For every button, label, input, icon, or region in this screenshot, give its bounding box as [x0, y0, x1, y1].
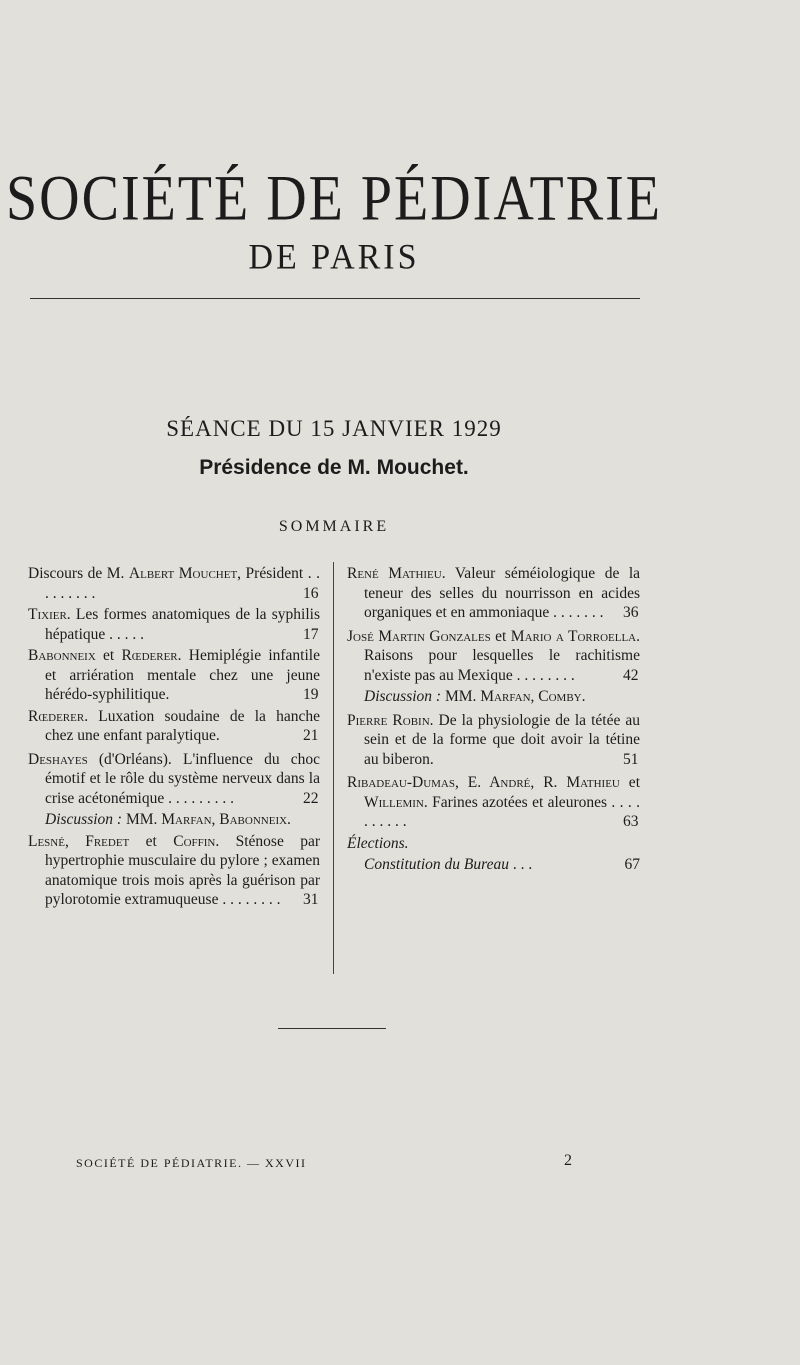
toc-entry: René Mathieu. Valeur séméiologique de la teneur des selles du nourrisson en acides organiques et en ammoniaque . . . . . . . 36	[347, 565, 641, 621]
sommaire-left-column	[28, 564, 320, 912]
toc-entry: Rœderer. Luxation soudaine de la hanche chez une enfant paralytique. 21	[28, 707, 320, 744]
sommaire-right-column	[347, 564, 640, 877]
seance-date: SÉANCE DU 15 JANVIER 1929	[166, 416, 502, 441]
toc-entry: Pierre Robin. De la physiologie de la tétée au sein et de la forme que doit avoir la tétine au biberon. 51	[347, 711, 640, 768]
page-number: 67	[624, 856, 640, 873]
running-footer: SOCIÉTÉ DE PÉDIATRIE. — XXVII	[76, 1156, 307, 1170]
toc-entry: Discours de M. Albert Mouchet, Président . . . . . . . . . 16	[28, 565, 321, 602]
journal-subtitle: DE PARIS	[248, 238, 420, 277]
top-rule	[30, 298, 640, 299]
toc-entry: Babonneix et Rœderer. Hemiplégie infantile et arriération mentale chez une jeune hérédo-syphilitique. 19	[28, 647, 320, 703]
toc-entry: Tixier. Les formes anatomiques de la syphilis hépatique . . . . . 17	[28, 606, 320, 643]
sommaire-heading: SOMMAIRE	[278, 518, 390, 535]
toc-entry: Deshayes (d'Orléans). L'influence du choc émotif et le rôle du système nerveux dans la crise acétonémique . . . . . . . . . 22	[28, 750, 320, 807]
discussion-note: Discussion : MM. Marfan, Babonneix.	[45, 811, 291, 828]
toc-entry: Ribadeau-Dumas, E. André, R. Mathieu et Willemin. Farines azotées et aleurones . . . . . . . . . . 63	[347, 774, 640, 830]
bureau-entry: Constitution du Bureau . . . 67	[364, 856, 640, 873]
column-divider	[333, 562, 334, 974]
elections-heading: Élections.	[347, 834, 409, 852]
toc-entry: Lesné, Fredet et Coffin. Sténose par hypertrophie musculaire du pylore ; examen anatomique trois mois après la guérison par pylorotomie extramuqueuse . . . . . . . . 31	[28, 832, 320, 908]
discussion-note: Discussion : MM. Marfan, Comby.	[364, 688, 586, 705]
bottom-rule	[278, 1028, 386, 1029]
journal-title: SOCIÉTÉ DE PÉDIATRIE	[6, 163, 662, 235]
toc-entry: José Martin Gonzales et Mario a Torroella. Raisons pour lesquelles le rachitisme n'existe pas au Mexique . . . . . . . . 42	[347, 627, 640, 684]
folio-number: 2	[564, 1152, 572, 1169]
presidence: Présidence de M. Mouchet.	[199, 456, 469, 479]
